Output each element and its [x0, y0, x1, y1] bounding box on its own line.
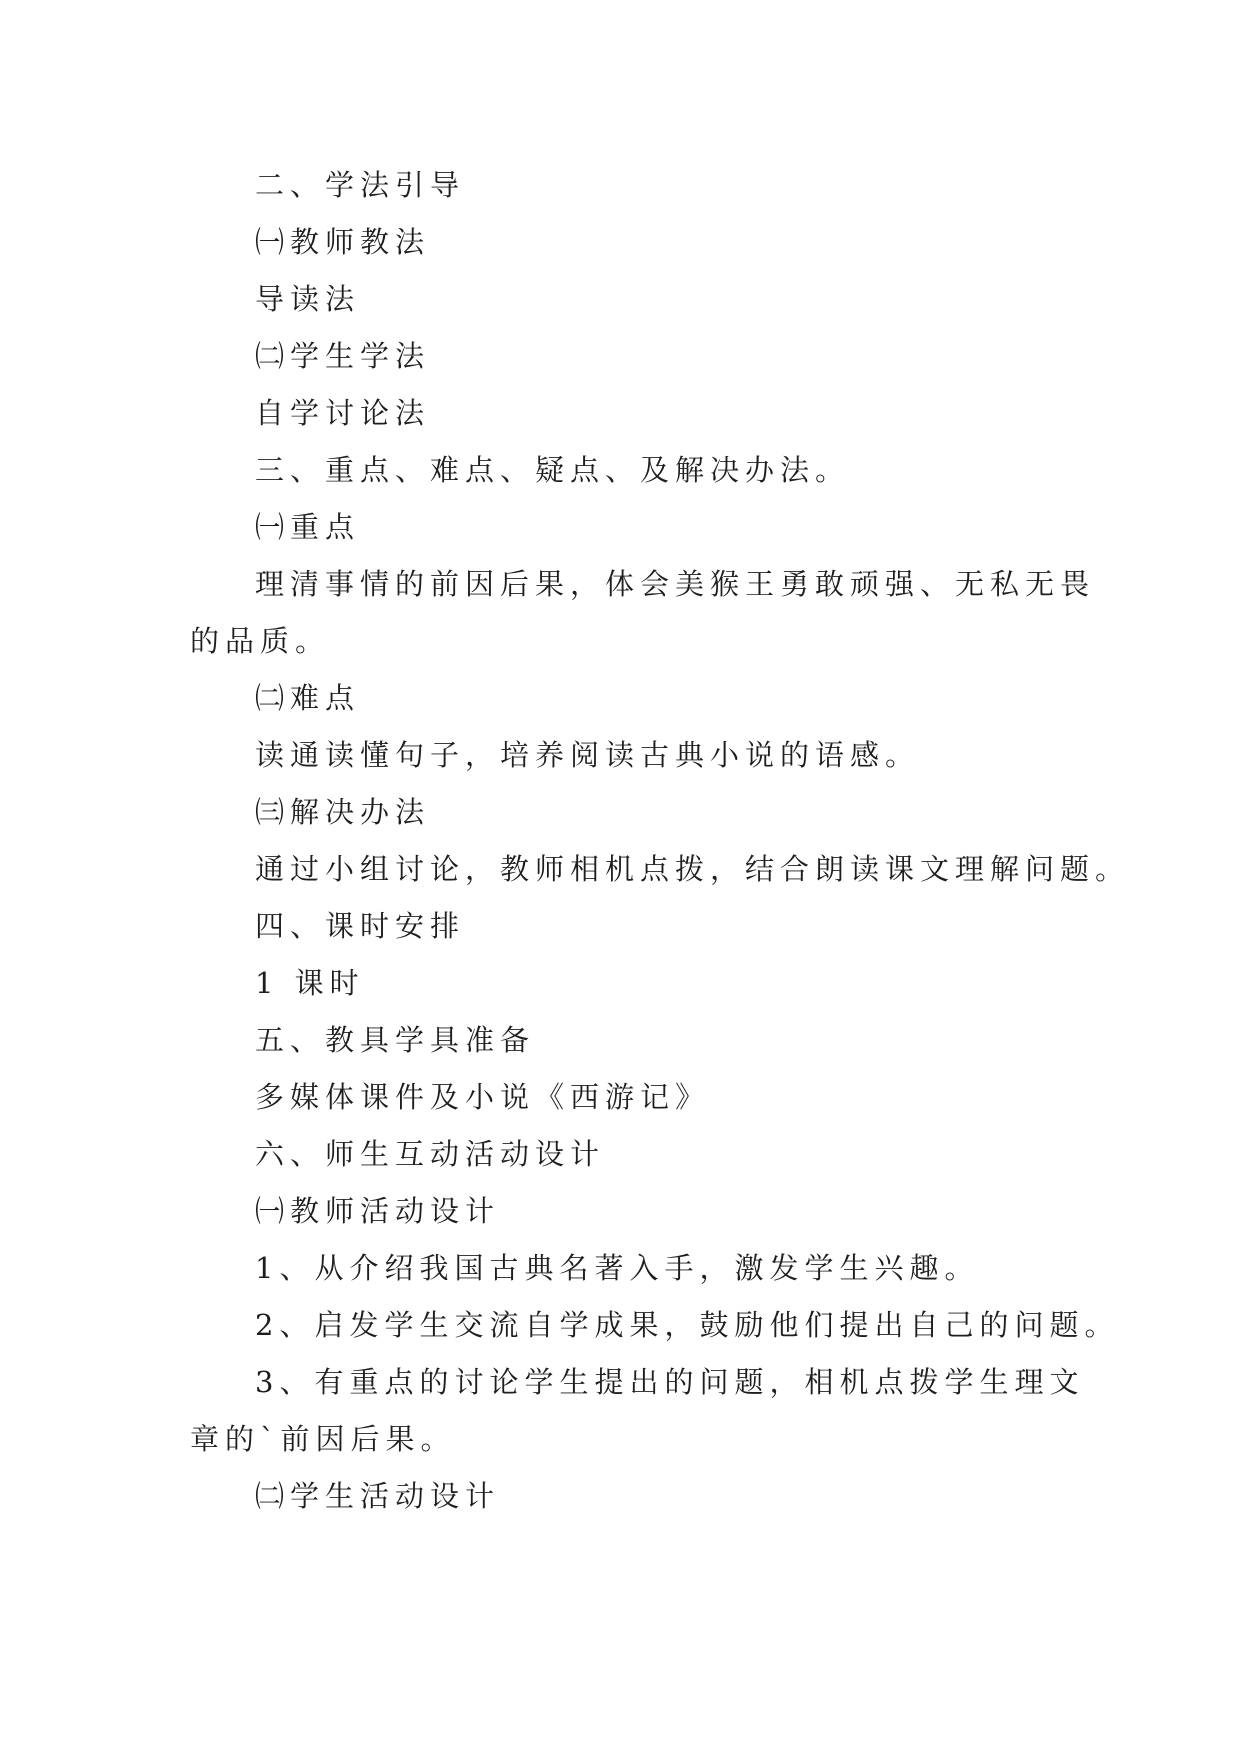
- subheading-solution: ㈢解决办法: [255, 795, 431, 829]
- subheading-difficulty: ㈡难点: [255, 681, 361, 715]
- paragraph-class-hours: 1 课时: [255, 966, 365, 1000]
- paragraph-key-point-line2: 的品质。: [190, 624, 331, 658]
- paragraph-self-study-discussion: 自学讨论法: [255, 396, 431, 430]
- heading-key-points: 三、重点、难点、疑点、及解决办法。: [255, 453, 851, 487]
- subheading-student-activity: ㈡学生活动设计: [255, 1479, 501, 1513]
- list-item-3-line1: 3、有重点的讨论学生提出的问题，相机点拨学生理文: [255, 1365, 1085, 1399]
- list-item-2: 2、启发学生交流自学成果，鼓励他们提出自己的问题。: [255, 1308, 1120, 1342]
- paragraph-teaching-aids: 多媒体课件及小说《西游记》: [255, 1080, 711, 1114]
- subheading-student-method: ㈡学生学法: [255, 339, 431, 373]
- list-item-1: 1、从介绍我国古典名著入手，激发学生兴趣。: [255, 1251, 980, 1285]
- paragraph-key-point-line1: 理清事情的前因后果，体会美猴王勇敢顽强、无私无畏: [255, 567, 1096, 601]
- paragraph-difficulty: 读通读懂句子，培养阅读古典小说的语感。: [255, 738, 921, 772]
- heading-teaching-aids: 五、教具学具准备: [255, 1023, 536, 1057]
- subheading-teacher-activity: ㈠教师活动设计: [255, 1194, 501, 1228]
- subheading-key-point: ㈠重点: [255, 510, 361, 544]
- heading-study-method-guidance: 二、学法引导: [255, 168, 466, 202]
- subheading-teacher-method: ㈠教师教法: [255, 225, 431, 259]
- heading-interaction-design: 六、师生互动活动设计: [255, 1137, 606, 1171]
- paragraph-guided-reading: 导读法: [255, 282, 361, 316]
- heading-class-schedule: 四、课时安排: [255, 909, 466, 943]
- paragraph-solution: 通过小组讨论，教师相机点拨，结合朗读课文理解问题。: [255, 852, 1131, 886]
- list-item-3-line2: 章的`前因后果。: [190, 1422, 456, 1456]
